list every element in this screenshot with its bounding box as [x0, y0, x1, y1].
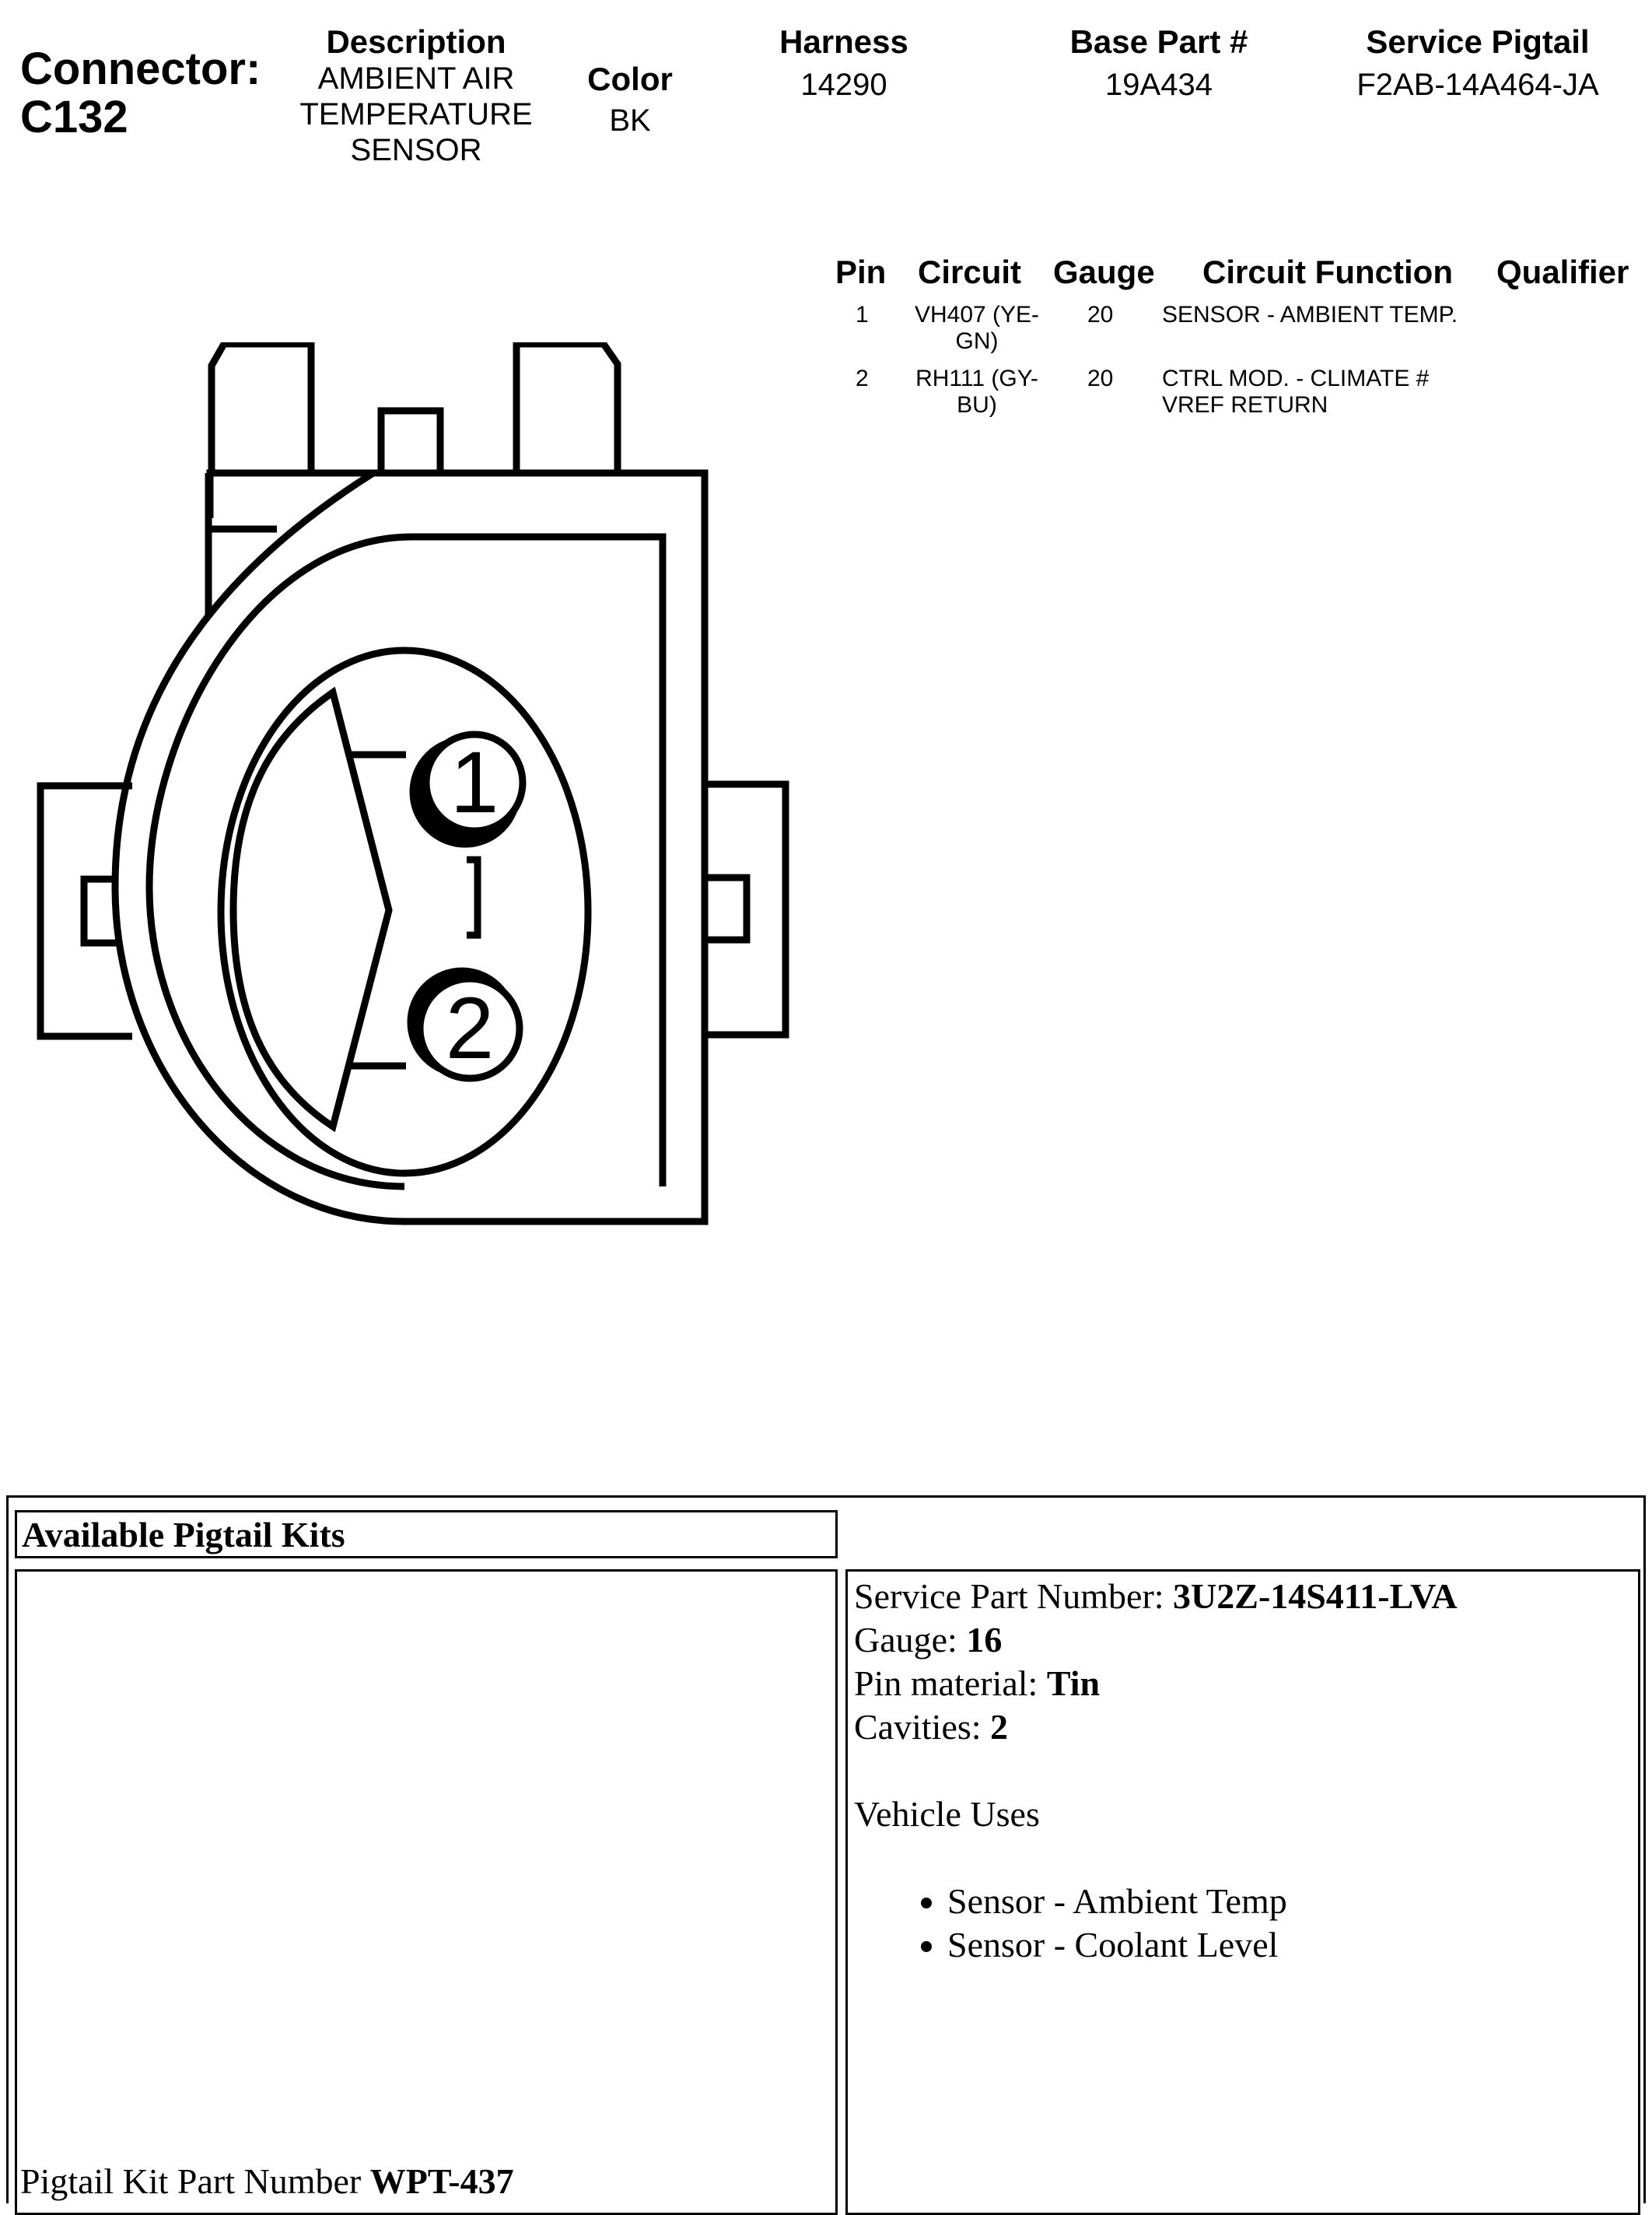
service-pigtail-value: F2AB-14A464-JA — [1356, 68, 1599, 102]
gauge-header: Gauge — [1053, 254, 1155, 290]
vehicle-uses-heading: Vehicle Uses — [854, 1794, 1040, 1834]
row2-function: CTRL MOD. - CLIMATE # VREF RETURN — [1162, 366, 1430, 418]
base-part-header: Base Part # — [1069, 23, 1248, 60]
kit-part-number: WPT-437 — [369, 2161, 514, 2201]
gauge-value: 16 — [966, 1620, 1003, 1659]
connector-label: Connector: — [20, 44, 261, 94]
pin-2-label: 2 — [445, 980, 495, 1077]
harness-column — [716, 23, 972, 103]
base-part-column — [1019, 23, 1299, 103]
pin-header: Pin — [835, 254, 887, 290]
description-value: AMBIENT AIR TEMPERATURE SENSOR — [299, 61, 533, 167]
right-latch-slot — [708, 878, 747, 940]
pigtail-title-cell — [15, 1510, 838, 1558]
pin-face — [221, 650, 588, 1173]
pin-table — [824, 254, 1649, 448]
kit-part-line — [20, 2160, 514, 2203]
top-left-tab — [212, 344, 311, 473]
circuit-header: Circuit — [918, 254, 1022, 290]
row2-circuit: RH111 (GY-BU) — [915, 366, 1038, 418]
top-center-tab — [381, 411, 440, 473]
cavities-line — [854, 1705, 1632, 1749]
connector-title — [20, 45, 261, 142]
description-header: Description — [326, 23, 506, 60]
pin-material-value: Tin — [1046, 1663, 1101, 1703]
description-column — [280, 23, 552, 168]
base-part-value: 19A434 — [1105, 68, 1213, 102]
cavities-label: Cavities: — [854, 1707, 991, 1747]
list-item: • Sensor - Ambient Temp — [947, 1880, 1632, 1923]
vehicle-uses-list — [854, 1880, 1632, 1967]
qualifier-header: Qualifier — [1496, 254, 1629, 290]
service-pigtail-header: Service Pigtail — [1366, 23, 1590, 60]
connector-diagram — [0, 342, 809, 1377]
cavities-value: 2 — [990, 1707, 1009, 1747]
row2-pin: 2 — [856, 366, 869, 391]
service-pigtail-column — [1314, 23, 1641, 103]
housing-outline — [115, 473, 705, 1221]
color-column — [568, 61, 692, 138]
pin-1-label: 1 — [450, 734, 499, 831]
row1-gauge: 20 — [1087, 302, 1114, 328]
pigtail-kit-panel — [6, 1495, 1646, 2203]
gauge-line — [854, 1618, 1632, 1662]
service-part-label: Service Part Number: — [854, 1576, 1174, 1616]
color-header: Color — [587, 61, 673, 97]
harness-header: Harness — [779, 23, 908, 60]
service-part-line — [854, 1575, 1632, 1618]
kit-part-label: Pigtail Kit Part Number — [20, 2161, 370, 2201]
color-value: BK — [609, 103, 651, 138]
connector-id: C132 — [20, 92, 128, 142]
function-header: Circuit Function — [1202, 254, 1453, 290]
row1-function: SENSOR - AMBIENT TEMP. — [1162, 302, 1458, 328]
row1-pin: 1 — [856, 302, 869, 328]
list-item: • Sensor - Coolant Level — [947, 1923, 1632, 1967]
pin-material-line — [854, 1662, 1632, 1705]
top-right-tab — [516, 344, 618, 473]
pigtail-title: Available Pigtail Kits — [22, 1515, 345, 1554]
pin-material-label: Pin material: — [854, 1663, 1047, 1703]
pin-bridge — [467, 860, 478, 935]
pigtail-spec-cell — [845, 1569, 1640, 2215]
service-part-number: 3U2Z-14S411-LVA — [1173, 1576, 1458, 1616]
row1-circuit: VH407 (YE-GN) — [914, 302, 1040, 354]
harness-value: 14290 — [800, 68, 887, 102]
gauge-label: Gauge: — [854, 1620, 967, 1659]
row2-gauge: 20 — [1087, 366, 1114, 391]
pigtail-kit-cell — [15, 1569, 838, 2215]
